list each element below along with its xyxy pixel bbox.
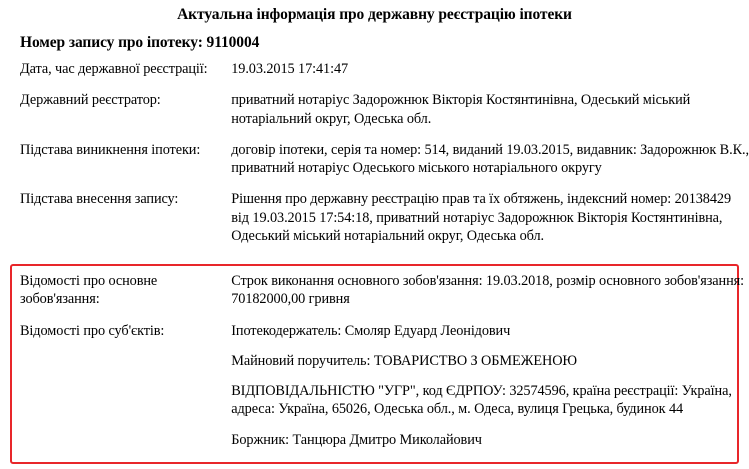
- registration-details-table: [20, 60, 749, 258]
- obligation-details-table: [20, 272, 749, 462]
- table-row: [20, 60, 749, 91]
- field-label-registrar: Державний реєстратор:: [20, 92, 161, 109]
- field-value-subjects: [231, 322, 749, 462]
- table-row: [20, 91, 749, 141]
- record-number-line: [0, 24, 749, 52]
- table-row: [20, 322, 749, 462]
- field-value-record-basis: Рішення про державну реєстрацію прав та їх обтяжень, індексний номер: 20138429 від 19.03.2015 17:54:18, приватний нотаріус Задорожнюк Вікторія Костянтинівна, Одеський міський нотаріальний округ, Одеська обл.: [231, 191, 732, 245]
- field-value-mortgage-basis: договір іпотеки, серія та номер: 514, виданий 19.03.2015, видавник: Задорожнюк В.К., приватний нотаріус Одеського міського нотаріального округу: [231, 141, 749, 177]
- table-row: [20, 141, 749, 191]
- field-label-subjects: Відомості про суб'єктів:: [20, 322, 165, 339]
- field-value-date: 19.03.2015 17:41:47: [231, 61, 349, 77]
- table-row: [20, 190, 749, 258]
- subject-paragraph-debtor: Боржник: Танцюра Дмитро Миколайович: [231, 431, 482, 448]
- field-label-record-basis: Підстава внесення запису:: [20, 191, 179, 208]
- field-label-main-obligation: Відомості про основне зобов'язання:: [20, 273, 158, 308]
- field-value-registrar: приватний нотаріус Задорожнюк Вікторія Костянтинівна, Одеський міський нотаріальний округ, Одеська обл.: [231, 92, 691, 127]
- highlighted-section: [0, 272, 749, 462]
- subject-paragraph-guarantor-details: ВІДПОВІДАЛЬНІСТЮ "УГР", код ЄДРПОУ: 32574596, країна реєстрації: Україна, адреса: Україна, 65026, Одеська обл., м. Одеса, вулиця Грецька, будинок 44: [231, 383, 732, 418]
- subject-paragraph-mortgagee: Іпотекодержатель: Смоляр Едуард Леонідович: [231, 322, 511, 339]
- page-title: Актуальна інформація про державну реєстрацію іпотеки: [177, 6, 572, 23]
- subject-paragraph-guarantor: Майновий поручитель: ТОВАРИСТВО З ОБМЕЖЕНОЮ: [231, 352, 578, 369]
- record-number-value: 9110004: [206, 34, 260, 51]
- field-label-date: Дата, час державної реєстрації:: [20, 61, 208, 77]
- obligation-paragraph: Строк виконання основного зобов'язання: 19.03.2018, розмір основного зобов'язання: 70182000,00 гривня: [231, 273, 745, 308]
- table-row: [20, 272, 749, 322]
- record-number-label: Номер запису про іпотеку:: [20, 34, 203, 51]
- field-label-mortgage-basis: Підстава виникнення іпотеки:: [20, 141, 201, 158]
- field-value-main-obligation: [231, 272, 749, 322]
